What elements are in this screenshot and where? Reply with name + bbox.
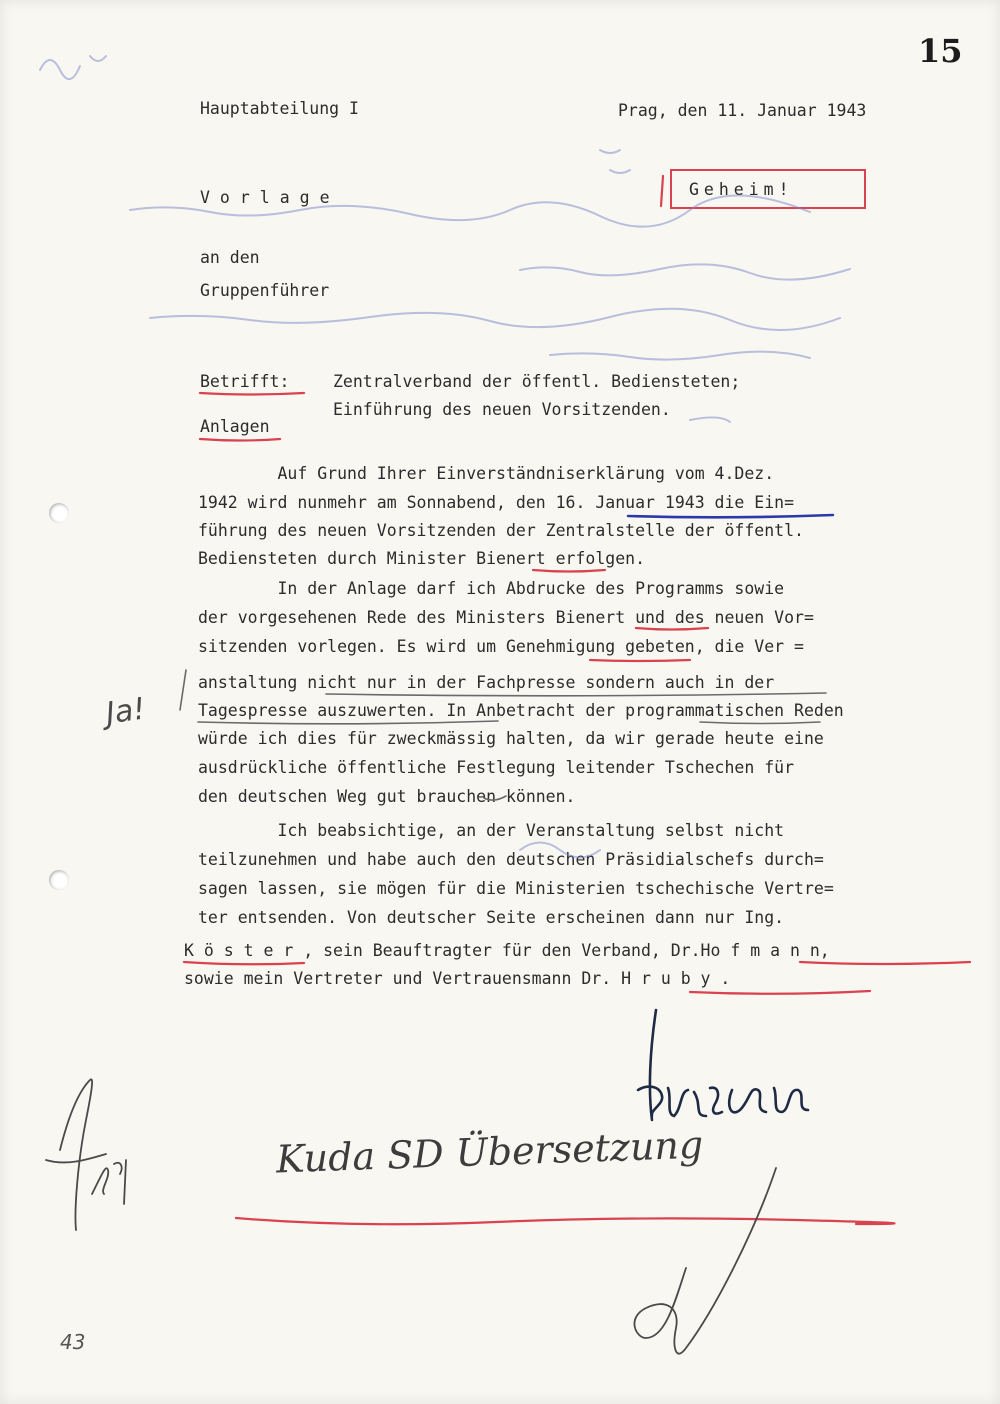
attachments-label: Anlagen <box>200 417 270 436</box>
classification-text: Geheim! <box>689 180 794 199</box>
body-line: Tagespresse auszuwerten. In Anbetracht der programmatischen Reden <box>198 701 844 720</box>
body-line: anstaltung nicht nur in der Fachpresse sondern auch in der <box>198 673 775 692</box>
body-line: Auf Grund Ihrer Einverständniserklärung vom 4.Dez. <box>198 464 775 483</box>
graphite-underlines <box>180 670 826 800</box>
corner-number: 43 <box>60 1330 86 1354</box>
signature-mark <box>638 1010 808 1120</box>
subject-line-1: Zentralverband der öffentl. Bediensteten; <box>333 372 741 391</box>
addressee-line-2: Gruppenführer <box>200 281 330 300</box>
faint-blue-notes <box>40 56 850 858</box>
place-date: Prag, den 11. Januar 1943 <box>618 101 867 120</box>
subject-line-2: Einführung des neuen Vorsitzenden. <box>333 400 671 419</box>
red-underlines <box>184 176 970 1224</box>
initials-mark <box>46 1079 126 1230</box>
document-title: Vorlage <box>200 188 340 207</box>
body-line: Bediensteten durch Minister Bienert erfolgen. <box>198 549 646 568</box>
body-line: ausdrückliche öffentliche Festlegung leitender Tschechen für <box>198 758 795 777</box>
body-line: ter entsenden. Von deutscher Seite erscheinen dann nur Ing. <box>198 908 785 927</box>
body-line: führung des neuen Vorsitzenden der Zentralstelle der öffentl. <box>198 521 804 540</box>
body-line: 1942 wird nunmehr am Sonnabend, den 16. Januar 1943 die Ein= <box>198 493 795 512</box>
body-line: sagen lassen, sie mögen für die Ministerien tschechische Vertre= <box>198 879 834 898</box>
body-line: sowie mein Vertreter und Vertrauensmann Dr. H r u b y . <box>184 969 731 988</box>
body-line: Ich beabsichtige, an der Veranstaltung selbst nicht <box>198 821 785 840</box>
body-line: der vorgesehenen Rede des Ministers Bienert und des neuen Vor= <box>198 608 814 627</box>
page-number: 15 <box>918 32 963 70</box>
body-line: würde ich dies für zweckmässig halten, da wir gerade heute eine <box>198 729 824 748</box>
addressee-line-1: an den <box>200 248 260 267</box>
body-line: In der Anlage darf ich Abdrucke des Programms sowie <box>198 579 785 598</box>
department-heading: Hauptabteilung I <box>200 99 359 118</box>
body-line: K ö s t e r , sein Beauftragter für den Verband, Dr.Ho f m a n n, <box>184 941 830 960</box>
blue-underline <box>628 515 833 517</box>
body-line: sitzenden vorlegen. Es wird um Genehmigung gebeten, die Ver = <box>198 637 804 656</box>
subject-label: Betrifft: <box>200 372 290 391</box>
handwritten-note: Kuda SD Übersetzung <box>275 1122 704 1182</box>
pencil-flourish <box>634 1168 776 1354</box>
body-line: den deutschen Weg gut brauchen können. <box>198 787 576 806</box>
body-line: teilzunehmen und habe auch den deutschen Präsidialschefs durch= <box>198 850 824 869</box>
margin-note: Ja! <box>103 691 148 732</box>
